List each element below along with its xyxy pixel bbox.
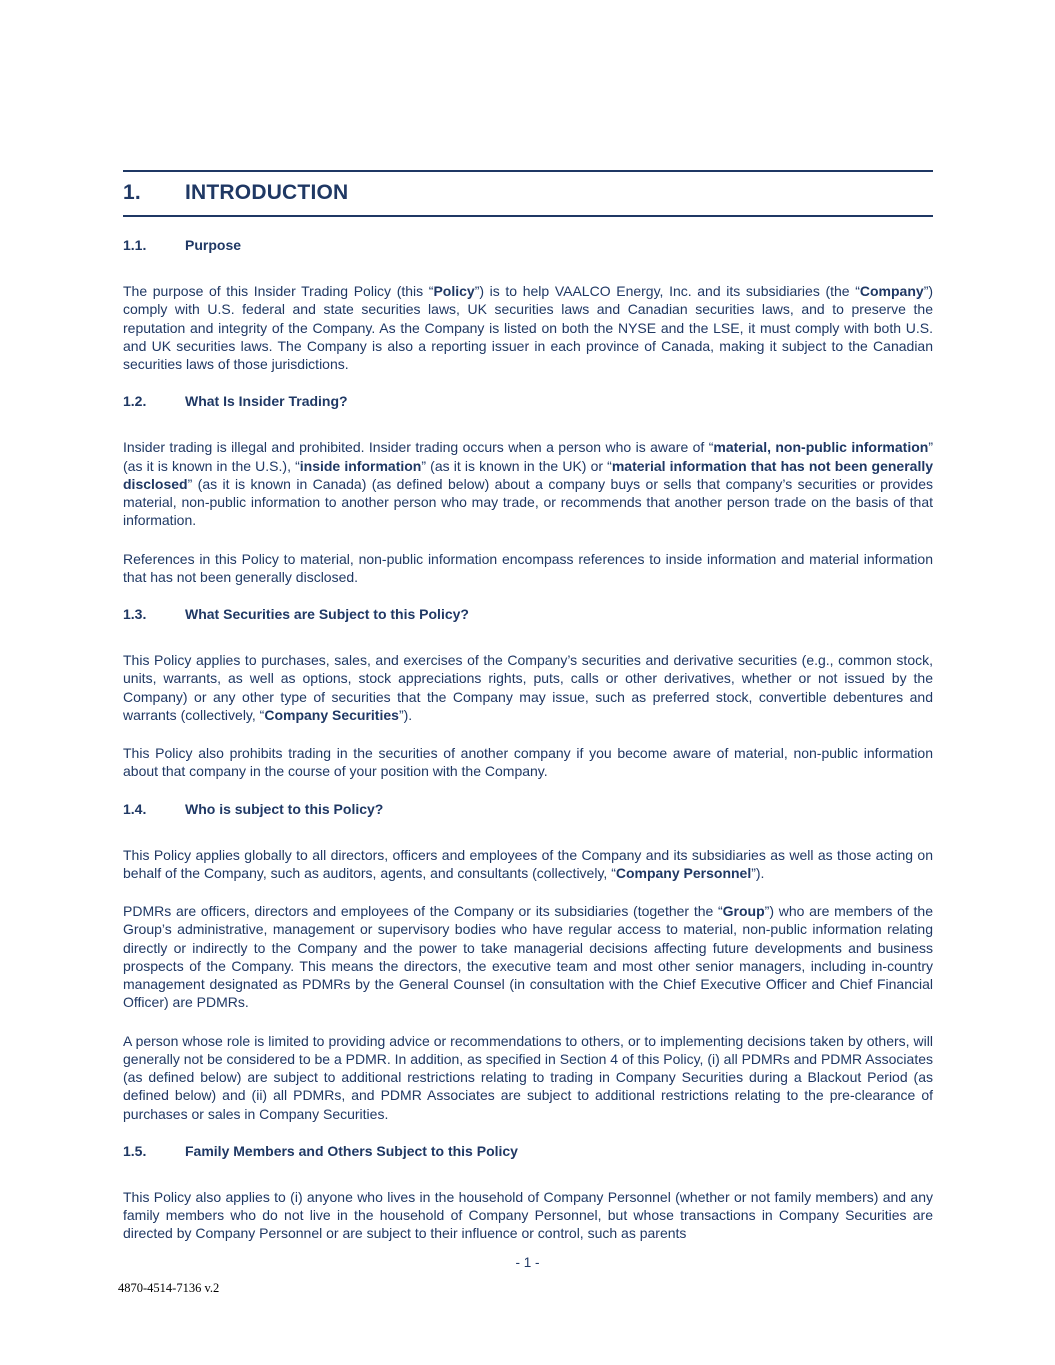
subsection-number: 1.2. — [123, 393, 147, 410]
paragraph — [123, 1032, 933, 1123]
subsection-title: What Is Insider Trading? — [185, 393, 348, 410]
text-run: ”) comply with U.S. federal and state securities laws, UK securities laws and Canadian securities laws, and to preserve the reputation and integrity of the Company. As the Company is listed on both the NYSE and the LSE, it must comply with both U.S. and UK securities laws. The Company is also a reporting issuer in each province of Canada, making it subject to the Canadian securities laws of those jurisdictions. — [123, 283, 934, 372]
section-number: 1. — [123, 181, 141, 204]
subsection-heading — [123, 606, 933, 623]
text-run: ”) who are members of the Group’s administrative, management or supervisory bodies who have regular access to material, non-public information relating directly or indirectly to the Company and the power to take managerial decisions affecting future developments and business prospects of the Company. This means the directors, the executive team and most other senior managers, including in-country management designated as PDMRs by the General Counsel (in consultation with the Chief Executive Officer and Chief Financial Officer) are PDMRs. — [123, 903, 934, 1011]
document-id: 4870-4514-7136 v.2 — [118, 1281, 220, 1295]
bold-term: material, non-public information — [713, 439, 929, 456]
text-run: PDMRs are officers, directors and employees of the Company or its subsidiaries (together the “ — [123, 903, 723, 919]
text-run: This Policy applies globally to all directors, officers and employees of the Company and its subsidiaries as well as those acting on behalf of the Company, such as auditors, agents, and consultants (collectively, “ — [123, 846, 933, 881]
text-run: ” (as it is known in the U.S.), “ — [123, 439, 933, 474]
subsection-heading — [123, 237, 933, 254]
paragraph — [123, 550, 933, 587]
paragraph — [123, 744, 933, 781]
bold-term: Company Personnel — [615, 864, 752, 881]
subsection-heading — [123, 393, 933, 410]
paragraph — [123, 1188, 933, 1243]
subsection-number: 1.1. — [123, 237, 147, 253]
text-run: References in this Policy to material, non-public information encompass references to inside information and material information that has not been generally disclosed. — [123, 550, 933, 585]
subsection — [123, 237, 933, 373]
subsection-title: What Securities are Subject to this Policy? — [185, 606, 469, 622]
paragraph — [123, 438, 933, 529]
bold-term: Group — [722, 903, 765, 919]
bold-term: material information that has not been generally disclosed — [123, 457, 934, 492]
bold-term: inside information — [299, 457, 422, 474]
subsection-number: 1.5. — [123, 1142, 147, 1159]
bold-term: Policy — [433, 283, 475, 299]
text-run: This Policy also applies to (i) anyone who lives in the household of Company Personnel (whether or not family members) and any family members who do not live in the household of Company Personnel, but whose transactions in Company Securities are directed by Company Personnel or are subject to their influence or control, such as parents — [123, 1188, 933, 1242]
subsection-heading — [123, 1143, 933, 1160]
document-content — [123, 0, 933, 1243]
subsection-heading — [123, 801, 933, 818]
subsection-title: Purpose — [185, 237, 242, 253]
paragraph — [123, 651, 933, 724]
text-run: This Policy applies to purchases, sales, and exercises of the Company’s securities and derivative securities (e.g., common stock, units, warrants, as well as options, stock appreciations rights, puts, calls or other derivatives, whether or not issued by the Company) or any other type of securities that the Company may issue, such as preferred stock, convertible debentures and warrants (collectively, “ — [123, 652, 933, 723]
text-run: A person whose role is limited to providing advice or recommendations to others, or to implementing decisions taken by others, will generally not be considered to be a PDMR. In addition, as specified in Section 4 of this Policy, (i) all PDMRs and PDMR Associates (as defined below) are subject to additional restrictions relating to trading in Company Securities during a Blackout Period (as defined below) and (ii) all PDMRs, and PDMR Associates are subject to additional restrictions relating to the pre-clearance of purchases or sales in Company Securities. — [123, 1032, 933, 1122]
subsection-number: 1.3. — [123, 606, 147, 622]
title-rule-bottom — [123, 215, 933, 217]
text-run: The purpose of this Insider Trading Policy (this “ — [123, 283, 434, 299]
paragraph — [123, 282, 933, 373]
text-run: ”). — [398, 706, 413, 723]
subsection — [123, 1143, 933, 1243]
bold-term: Company — [859, 283, 924, 299]
text-run: ”). — [751, 864, 765, 881]
text-run: Insider trading is illegal and prohibited. Insider trading occurs when a person who is aware of “ — [123, 439, 714, 456]
subsection-number: 1.4. — [123, 800, 147, 817]
section-heading — [123, 172, 933, 215]
paragraph — [123, 846, 933, 883]
subsections-container — [123, 237, 933, 1243]
subsection — [123, 801, 933, 1123]
paragraph — [123, 902, 933, 1012]
text-run: ” (as it is known in Canada) (as defined below) about a company buys or sells that company’s securities or provides material, non-public information to another person who may trade, or recommends that another person trade on the basis of that information. — [123, 475, 933, 529]
text-run: ” (as it is known in the UK) or “ — [421, 457, 612, 474]
subsection-title: Family Members and Others Subject to this Policy — [185, 1142, 518, 1159]
text-run: ”) is to help VAALCO Energy, Inc. and its subsidiaries (the “ — [474, 283, 860, 299]
page-number: - 1 - — [515, 1255, 540, 1270]
subsection — [123, 393, 933, 586]
subsection — [123, 606, 933, 781]
subsection-title: Who is subject to this Policy? — [185, 800, 384, 817]
section-title: INTRODUCTION — [185, 181, 349, 204]
text-run: This Policy also prohibits trading in the securities of another company if you become aware of material, non-public information about that company in the course of your position with the Company. — [123, 745, 933, 780]
bold-term: Company Securities — [264, 706, 399, 723]
